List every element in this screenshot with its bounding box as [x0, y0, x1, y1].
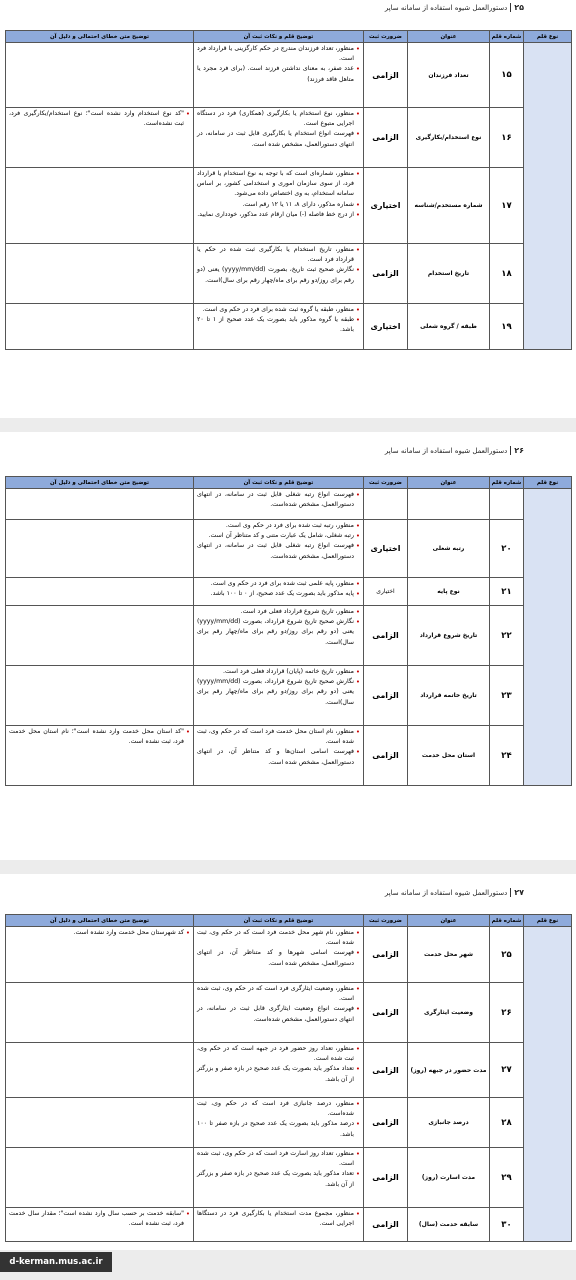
field-number: ۲۳	[490, 666, 524, 726]
field-number: ۲۸	[490, 1098, 524, 1148]
field-description	[194, 520, 364, 578]
description-item: • از درج خط فاصله (-) میان ارقام عدد مذکور، خودداری نمایید.	[197, 210, 360, 220]
description-item: • منظور، درصد جانبازی فرد است که در حکم وی، ثبت شده‌است.	[197, 1099, 360, 1119]
field-description	[194, 168, 364, 244]
field-number: ۲۴	[490, 726, 524, 786]
field-number	[490, 489, 524, 520]
field-description	[194, 108, 364, 168]
field-number: ۲۰	[490, 520, 524, 578]
field-title: وضعیت ایثارگری	[408, 983, 490, 1043]
field-error-note	[6, 244, 194, 304]
column-header-required: ضرورت ثبت	[364, 915, 408, 927]
column-header-title: عنوان	[408, 477, 490, 489]
description-item: • فهرست انواع وضعیت ایثارگری قابل ثبت در سامانه، در انتهای دستورالعمل، مشخص شده‌است.	[197, 1004, 360, 1024]
column-header-number: شماره قلم	[490, 915, 524, 927]
description-item: • درصد مذکور باید بصورت یک عدد صحیح در بازه صفر تا ۱۰۰ باشد.	[197, 1119, 360, 1139]
description-item: • شماره مذکور، دارای ۸، ۱۱ یا ۱۲ رقم است.	[197, 200, 360, 210]
field-error-note	[6, 1098, 194, 1148]
field-error-note	[6, 1148, 194, 1208]
description-item: • منظور، پایه علمی ثبت شده برای فرد در حکم وی است.	[197, 579, 360, 589]
field-requirement: الزامی	[364, 606, 408, 666]
page-number: ۲۷	[510, 888, 524, 897]
column-header-description: توضیح قلم و نکات ثبت آن	[194, 31, 364, 43]
table-row	[6, 726, 572, 786]
field-number: ۲۵	[490, 927, 524, 983]
column-header-error: توضیح متن خطای احتمالی و دلیل آن	[6, 915, 194, 927]
field-description	[194, 1043, 364, 1098]
field-title: تاریخ شروع قرارداد	[408, 606, 490, 666]
description-item: • فهرست اسامی استان‌ها و کد متناظر آن، در انتهای دستورالعمل، مشخص شده است.	[197, 747, 360, 767]
table-row	[6, 108, 572, 168]
description-item: • منظور، تاریخ استخدام یا بکارگیری ثبت شده در حکم یا قرارداد فرد است.	[197, 245, 360, 265]
table-row	[6, 1098, 572, 1148]
field-requirement: اختیاری	[364, 578, 408, 606]
column-header-description: توضیح قلم و نکات ثبت آن	[194, 915, 364, 927]
field-requirement: الزامی	[364, 1098, 408, 1148]
document-page-25	[0, 0, 576, 418]
column-header-category: نوع قلم	[524, 477, 572, 489]
description-item: • تعداد مذکور باید بصورت یک عدد صحیح در بازه صفر و بزرگتر از آن باشد.	[197, 1064, 360, 1084]
description-item: • منظور، نام استان محل خدمت فرد است که در حکم وی، ثبت شده است.	[197, 727, 360, 747]
description-item: • منظور، نام شهر محل خدمت فرد است که در حکم وی، ثبت شده است.	[197, 928, 360, 948]
field-description	[194, 606, 364, 666]
field-number: ۱۸	[490, 244, 524, 304]
field-title: نوع استخدام/بکارگیری	[408, 108, 490, 168]
field-description	[194, 927, 364, 983]
column-header-category: نوع قلم	[524, 31, 572, 43]
column-header-title: عنوان	[408, 915, 490, 927]
field-error-note	[6, 1208, 194, 1242]
field-title: طبقه / گروه شغلی	[408, 304, 490, 350]
field-number: ۲۱	[490, 578, 524, 606]
page-header	[385, 888, 524, 897]
description-item: • طبقه یا گروه مذکور باید بصورت یک عدد صحیح از ۱ تا ۲۰ باشد.	[197, 315, 360, 335]
field-description	[194, 489, 364, 520]
field-number: ۲۶	[490, 983, 524, 1043]
description-item: • نگارش صحیح تاریخ شروع قرارداد، بصورت (yyyy/mm/dd) یعنی (دو رقم برای روز/دو رقم برای ماه/چهار رقم برای سال)است.	[197, 617, 360, 648]
field-error-note	[6, 489, 194, 520]
field-error-note	[6, 726, 194, 786]
field-requirement: الزامی	[364, 666, 408, 726]
field-table	[5, 914, 572, 1242]
table-header-row	[6, 915, 572, 927]
field-requirement: الزامی	[364, 983, 408, 1043]
site-footer-label: d-kerman.mus.ac.ir	[0, 1252, 112, 1272]
field-table	[5, 30, 572, 350]
header-title: دستورالعمل شیوه استفاده از سامانه ساپر	[384, 889, 508, 897]
field-error-note	[6, 578, 194, 606]
field-description	[194, 666, 364, 726]
description-item: • رتبه شغلی، شامل یک عبارت متنی و کد متناظر آن است.	[197, 531, 360, 541]
table-row	[6, 666, 572, 726]
field-number: ۱۷	[490, 168, 524, 244]
field-requirement	[364, 489, 408, 520]
field-description	[194, 43, 364, 108]
field-error-note	[6, 927, 194, 983]
table-row	[6, 304, 572, 350]
page-number: ۲۵	[510, 3, 524, 12]
table-row	[6, 43, 572, 108]
description-item: • منظور، شماره‌ای است که با توجه به نوع استخدام یا قرارداد فرد، از سوی سازمان اموری و استخدامی کشور، بر اساس سامانه استخدام، به وی اختصاص داده می‌شود.	[197, 169, 360, 200]
description-item: • منظور، تاریخ خاتمه (پایان) قرارداد فعلی فرد است.	[197, 667, 360, 677]
header-title: دستورالعمل شیوه استفاده از سامانه ساپر	[384, 447, 508, 455]
document-page-26	[0, 432, 576, 860]
description-item: • عدد صفر، به معنای نداشتن فرزند است. (برای فرد مجرد یا متاهل فاقد فرزند)	[197, 64, 360, 84]
description-item: • منظور، وضعیت ایثارگری فرد است که در حکم وی، ثبت شده است.	[197, 984, 360, 1004]
description-item: • نگارش صحیح ثبت تاریخ، بصورت (yyyy/mm/dd) یعنی (دو رقم برای روز/دو رقم برای ماه/چهار رقم برای سال)است.	[197, 265, 360, 285]
field-table	[5, 476, 572, 786]
field-description	[194, 304, 364, 350]
field-number: ۲۷	[490, 1043, 524, 1098]
description-item: • فهرست انواع استخدام یا بکارگیری قابل ثبت در سامانه، در انتهای دستورالعمل، مشخص شده است.	[197, 129, 360, 149]
table-row	[6, 520, 572, 578]
field-description	[194, 1098, 364, 1148]
column-header-title: عنوان	[408, 31, 490, 43]
field-title: نوع پایه	[408, 578, 490, 606]
field-requirement: الزامی	[364, 927, 408, 983]
error-item: • "کد استان محل خدمت وارد نشده است"؛ نام استان محل خدمت فرد، ثبت نشده است.	[9, 727, 190, 747]
field-number: ۱۶	[490, 108, 524, 168]
table-row	[6, 927, 572, 983]
description-item: • فهرست اسامی شهرها و کد متناظر آن، در انتهای دستورالعمل، مشخص شده است.	[197, 948, 360, 968]
description-item: • منظور، تعداد فرزندان مندرج در حکم کارگزینی یا قرارداد فرد است.	[197, 44, 360, 64]
field-number: ۱۹	[490, 304, 524, 350]
field-description	[194, 244, 364, 304]
table-header-row	[6, 477, 572, 489]
field-description	[194, 578, 364, 606]
field-requirement: اختیاری	[364, 520, 408, 578]
description-item: • تعداد مذکور باید بصورت یک عدد صحیح در بازه صفر و بزرگتر از آن باشد.	[197, 1169, 360, 1189]
error-item: • کد شهرستان محل خدمت وارد نشده است.	[9, 928, 190, 938]
field-title: درصد جانبازی	[408, 1098, 490, 1148]
description-item: • منظور، تعداد روز حضور فرد در جبهه است که در حکم وی، ثبت شده است.	[197, 1044, 360, 1064]
field-title: شهر محل خدمت	[408, 927, 490, 983]
field-error-note	[6, 108, 194, 168]
field-error-note	[6, 168, 194, 244]
table-row	[6, 606, 572, 666]
field-title: سابقه خدمت (سال)	[408, 1208, 490, 1242]
field-requirement: الزامی	[364, 108, 408, 168]
field-title	[408, 489, 490, 520]
field-number: ۳۰	[490, 1208, 524, 1242]
column-header-error: توضیح متن خطای احتمالی و دلیل آن	[6, 477, 194, 489]
table-row	[6, 244, 572, 304]
table-row	[6, 168, 572, 244]
category-cell	[524, 489, 572, 786]
column-header-required: ضرورت ثبت	[364, 31, 408, 43]
category-cell	[524, 927, 572, 1242]
table-header-row	[6, 31, 572, 43]
field-requirement: اختیاری	[364, 304, 408, 350]
description-item: • منظور، تعداد روز اسارت فرد است که در حکم وی، ثبت شده است.	[197, 1149, 360, 1169]
field-error-note	[6, 666, 194, 726]
field-requirement: الزامی	[364, 43, 408, 108]
field-number: ۲۹	[490, 1148, 524, 1208]
field-title: تعداد فرزندان	[408, 43, 490, 108]
field-description	[194, 983, 364, 1043]
table-row	[6, 489, 572, 520]
field-description	[194, 726, 364, 786]
description-item: • فهرست انواع رتبه شغلی قابل ثبت در سامانه، در انتهای دستورالعمل، مشخص شده‌است.	[197, 541, 360, 561]
description-item: • منظور، مجموع مدت استخدام یا بکارگیری فرد در دستگاها اجرایی است.	[197, 1209, 360, 1229]
field-number: ۱۵	[490, 43, 524, 108]
column-header-category: نوع قلم	[524, 915, 572, 927]
field-requirement: اختیاری	[364, 168, 408, 244]
error-item: • "سابقه خدمت بر حسب سال وارد نشده است"؛ مقدار سال خدمت فرد، ثبت نشده است.	[9, 1209, 190, 1229]
error-item: • "کد نوع استخدام وارد نشده است"؛ نوع استخدام/بکارگیری فرد، ثبت نشده‌است.	[9, 109, 190, 129]
table-row	[6, 578, 572, 606]
page-number: ۲۶	[510, 446, 524, 455]
table-row	[6, 983, 572, 1043]
page-header	[385, 446, 524, 455]
field-number: ۲۲	[490, 606, 524, 666]
description-item: • منظور، طبقه یا گروه ثبت شده برای فرد در حکم وی است.	[197, 305, 360, 315]
field-title: تاریخ استخدام	[408, 244, 490, 304]
category-cell	[524, 43, 572, 350]
field-error-note	[6, 1043, 194, 1098]
field-title: مدت اسارت (روز)	[408, 1148, 490, 1208]
description-item: • نگارش صحیح تاریخ شروع قرارداد، بصورت (yyyy/mm/dd) یعنی (دو رقم برای روز/دو رقم برای ماه/چهار رقم برای سال)است.	[197, 677, 360, 708]
table-row	[6, 1148, 572, 1208]
field-title: مدت حضور در جبهه (روز)	[408, 1043, 490, 1098]
field-requirement: الزامی	[364, 726, 408, 786]
field-description	[194, 1208, 364, 1242]
description-item: • فهرست انواع رتبه شغلی قابل ثبت در سامانه، در انتهای دستورالعمل، مشخص شده‌است.	[197, 490, 360, 510]
column-header-number: شماره قلم	[490, 31, 524, 43]
field-error-note	[6, 304, 194, 350]
field-error-note	[6, 43, 194, 108]
field-title: رتبه شغلی	[408, 520, 490, 578]
field-title: شماره مستخدم/شناسه	[408, 168, 490, 244]
field-error-note	[6, 983, 194, 1043]
page-header	[385, 3, 524, 12]
field-title: استان محل خدمت	[408, 726, 490, 786]
column-header-number: شماره قلم	[490, 477, 524, 489]
description-item: • منظور، تاریخ شروع قرارداد فعلی فرد است.	[197, 607, 360, 617]
field-requirement: الزامی	[364, 1208, 408, 1242]
field-description	[194, 1148, 364, 1208]
field-title: تاریخ خاتمه قرارداد	[408, 666, 490, 726]
table-row	[6, 1208, 572, 1242]
field-requirement: الزامی	[364, 1148, 408, 1208]
header-title: دستورالعمل شیوه استفاده از سامانه ساپر	[384, 4, 508, 12]
column-header-required: ضرورت ثبت	[364, 477, 408, 489]
field-error-note	[6, 520, 194, 578]
description-item: • منظور، رتبه ثبت شده برای فرد در حکم وی است.	[197, 521, 360, 531]
field-requirement: الزامی	[364, 1043, 408, 1098]
description-item: • منظور، نوع استخدام یا بکارگیری (همکاری) فرد در دستگاه اجرایی متبوع است.	[197, 109, 360, 129]
document-page-27	[0, 874, 576, 1250]
field-error-note	[6, 606, 194, 666]
column-header-error: توضیح متن خطای احتمالی و دلیل آن	[6, 31, 194, 43]
table-row	[6, 1043, 572, 1098]
description-item: • پایه مذکور باید بصورت یک عدد صحیح، از ۰ تا ۱۰۰ باشد.	[197, 589, 360, 599]
column-header-description: توضیح قلم و نکات ثبت آن	[194, 477, 364, 489]
field-requirement: الزامی	[364, 244, 408, 304]
